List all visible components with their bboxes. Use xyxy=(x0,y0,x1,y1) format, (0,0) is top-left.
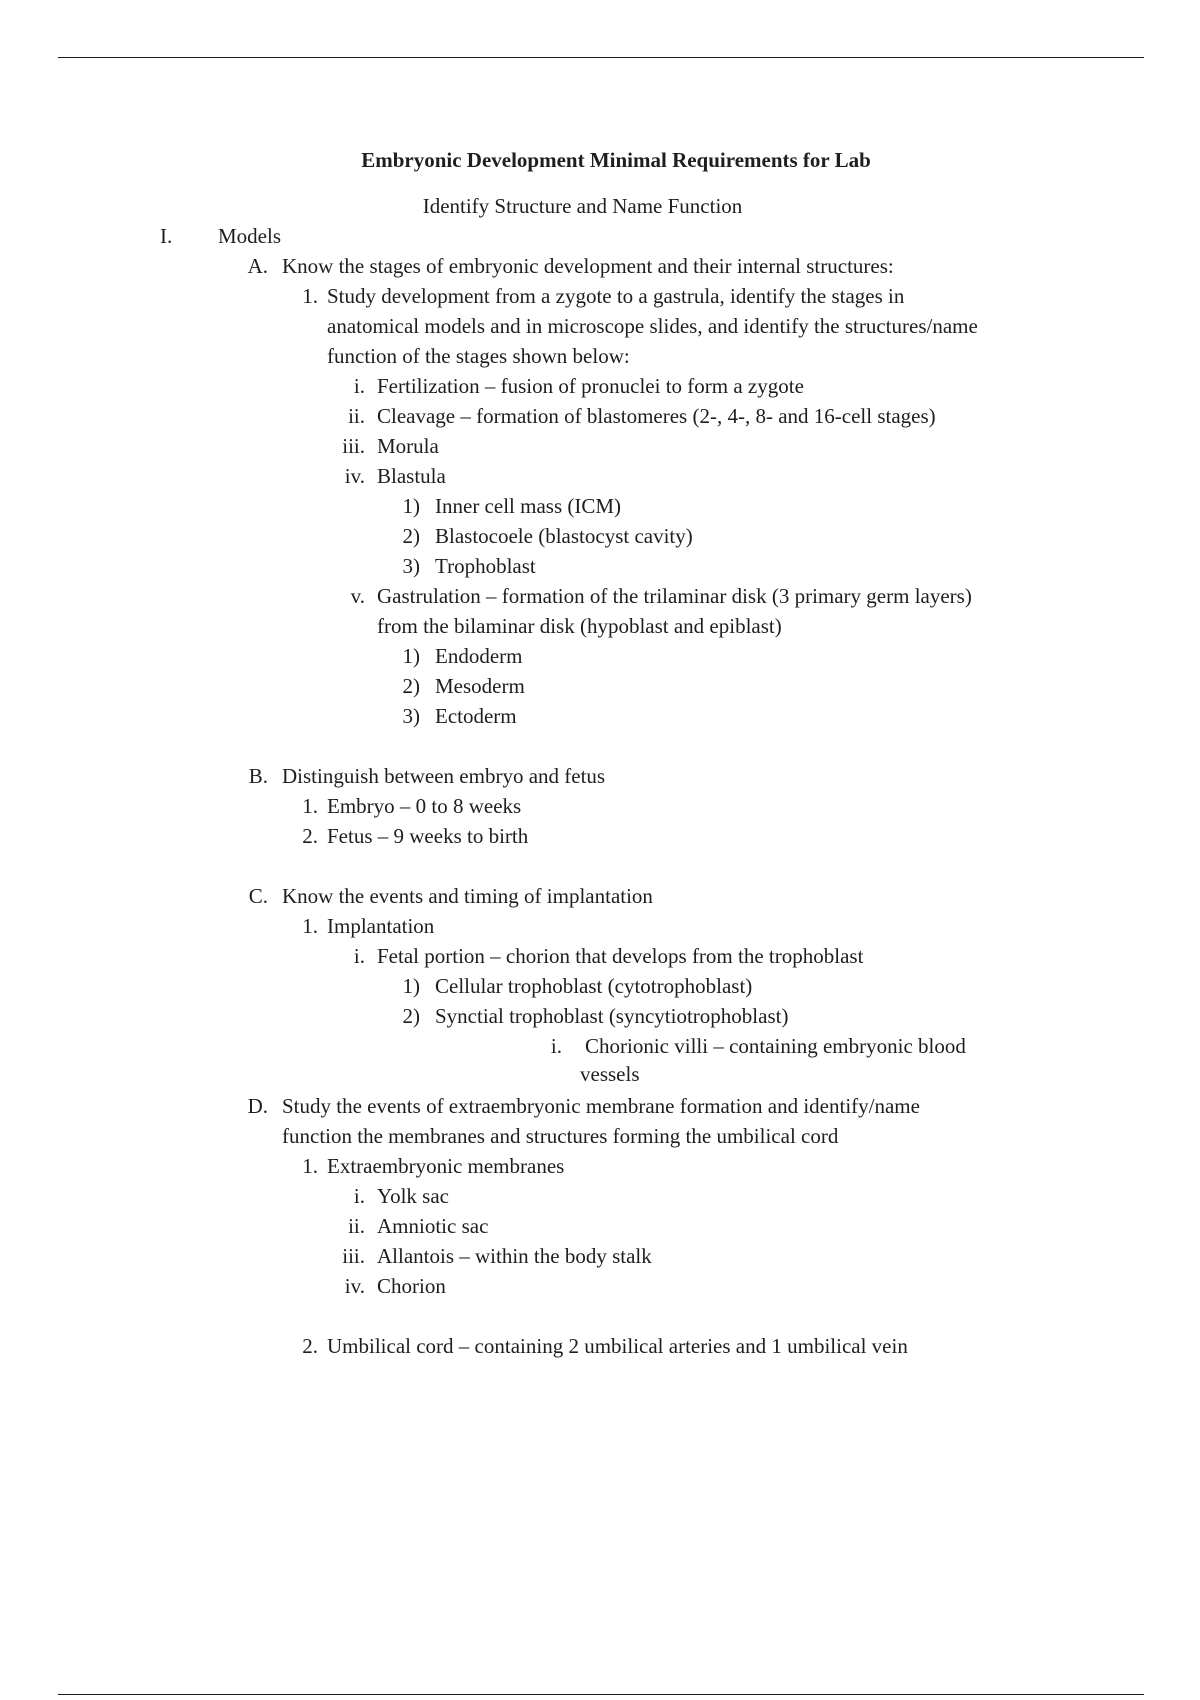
blastula-inner-cell-mass: Inner cell mass (ICM) xyxy=(435,494,622,518)
b-marker-1: 1. xyxy=(302,794,318,818)
document-title: Embryonic Development Minimal Requirements for Lab xyxy=(361,148,871,172)
germ-mesoderm: Mesoderm xyxy=(435,674,525,698)
stage-marker-ii: ii. xyxy=(348,404,365,428)
outline-marker-A: A. xyxy=(247,254,268,278)
section-b-heading: Distinguish between embryo and fetus xyxy=(282,764,606,788)
a1-line-1: Study development from a zygote to a gastrula, identify the stages in xyxy=(327,284,905,308)
troph-marker-2: 2) xyxy=(402,1004,420,1028)
blastula-marker-2: 2) xyxy=(402,524,420,548)
villi-marker-i: i. xyxy=(550,1034,562,1058)
header-rule xyxy=(58,57,1144,58)
stage-marker-iii: iii. xyxy=(342,434,365,458)
c-marker-i: i. xyxy=(353,944,365,968)
membrane-amniotic-sac: Amniotic sac xyxy=(377,1214,489,1238)
b-marker-2: 2. xyxy=(302,824,318,848)
stage-cleavage: Cleavage – formation of blastomeres (2-, 4-, 8- and 16-cell stages) xyxy=(377,404,936,428)
stage-marker-i: i. xyxy=(353,374,365,398)
d-umbilical-cord: Umbilical cord – containing 2 umbilical arteries and 1 umbilical vein xyxy=(327,1334,908,1358)
section-d-line-2: function the membranes and structures forming the umbilical cord xyxy=(282,1124,839,1148)
d-extraembryonic: Extraembryonic membranes xyxy=(327,1154,565,1178)
villi-line-1: Chorionic villi – containing embryonic blood xyxy=(585,1034,966,1058)
section-d-line-1: Study the events of extraembryonic membrane formation and identify/name xyxy=(282,1094,920,1118)
c-marker-1: 1. xyxy=(302,914,318,938)
germ-marker-2: 2) xyxy=(402,674,420,698)
membrane-chorion: Chorion xyxy=(377,1274,446,1298)
c-implantation: Implantation xyxy=(327,914,435,938)
section-models: Models xyxy=(218,224,281,248)
document-subtitle: Identify Structure and Name Function xyxy=(422,194,743,218)
outline-marker-D: D. xyxy=(247,1094,268,1118)
germ-endoderm: Endoderm xyxy=(435,644,523,668)
blastula-marker-1: 1) xyxy=(402,494,420,518)
outline-marker-B: B. xyxy=(248,764,268,788)
membrane-marker-iii: iii. xyxy=(342,1244,365,1268)
germ-marker-1: 1) xyxy=(402,644,420,668)
stage-blastula: Blastula xyxy=(377,464,446,488)
germ-ectoderm: Ectoderm xyxy=(435,704,517,728)
outline-marker-A1: 1. xyxy=(302,284,318,308)
b-embryo: Embryo – 0 to 8 weeks xyxy=(327,794,522,818)
blastula-blastocoele: Blastocoele (blastocyst cavity) xyxy=(435,524,693,548)
stage-marker-v: v. xyxy=(350,584,365,608)
membrane-marker-ii: ii. xyxy=(348,1214,365,1238)
d-marker-1: 1. xyxy=(302,1154,318,1178)
stage-gastrulation-line-2: from the bilaminar disk (hypoblast and epiblast) xyxy=(377,614,782,638)
c-fetal-portion: Fetal portion – chorion that develops from the trophoblast xyxy=(377,944,864,968)
footer-rule xyxy=(58,1694,1144,1695)
germ-marker-3: 3) xyxy=(402,704,420,728)
membrane-yolk-sac: Yolk sac xyxy=(377,1184,449,1208)
a1-line-2: anatomical models and in microscope slides, and identify the structures/name xyxy=(327,314,978,338)
troph-cellular: Cellular trophoblast (cytotrophoblast) xyxy=(435,974,753,998)
troph-synctial: Synctial trophoblast (syncytiotrophoblast) xyxy=(435,1004,789,1028)
d-marker-2: 2. xyxy=(302,1334,318,1358)
outline-marker-I: I. xyxy=(160,224,173,248)
b-fetus: Fetus – 9 weeks to birth xyxy=(327,824,529,848)
stage-marker-iv: iv. xyxy=(344,464,365,488)
section-a-heading: Know the stages of embryonic development and their internal structures: xyxy=(282,254,894,278)
membrane-marker-i: i. xyxy=(353,1184,365,1208)
stage-gastrulation-line-1: Gastrulation – formation of the trilaminar disk (3 primary germ layers) xyxy=(377,584,972,608)
a1-line-3: function of the stages shown below: xyxy=(327,344,630,368)
membrane-marker-iv: iv. xyxy=(344,1274,365,1298)
villi-line-2: vessels xyxy=(580,1062,640,1086)
stage-fertilization: Fertilization – fusion of pronuclei to form a zygote xyxy=(377,374,804,398)
blastula-marker-3: 3) xyxy=(402,554,420,578)
troph-marker-1: 1) xyxy=(402,974,420,998)
section-c-heading: Know the events and timing of implantation xyxy=(282,884,653,908)
stage-morula: Morula xyxy=(377,434,439,458)
outline-marker-C: C. xyxy=(248,884,268,908)
membrane-allantois: Allantois – within the body stalk xyxy=(377,1244,652,1268)
blastula-trophoblast: Trophoblast xyxy=(435,554,536,578)
